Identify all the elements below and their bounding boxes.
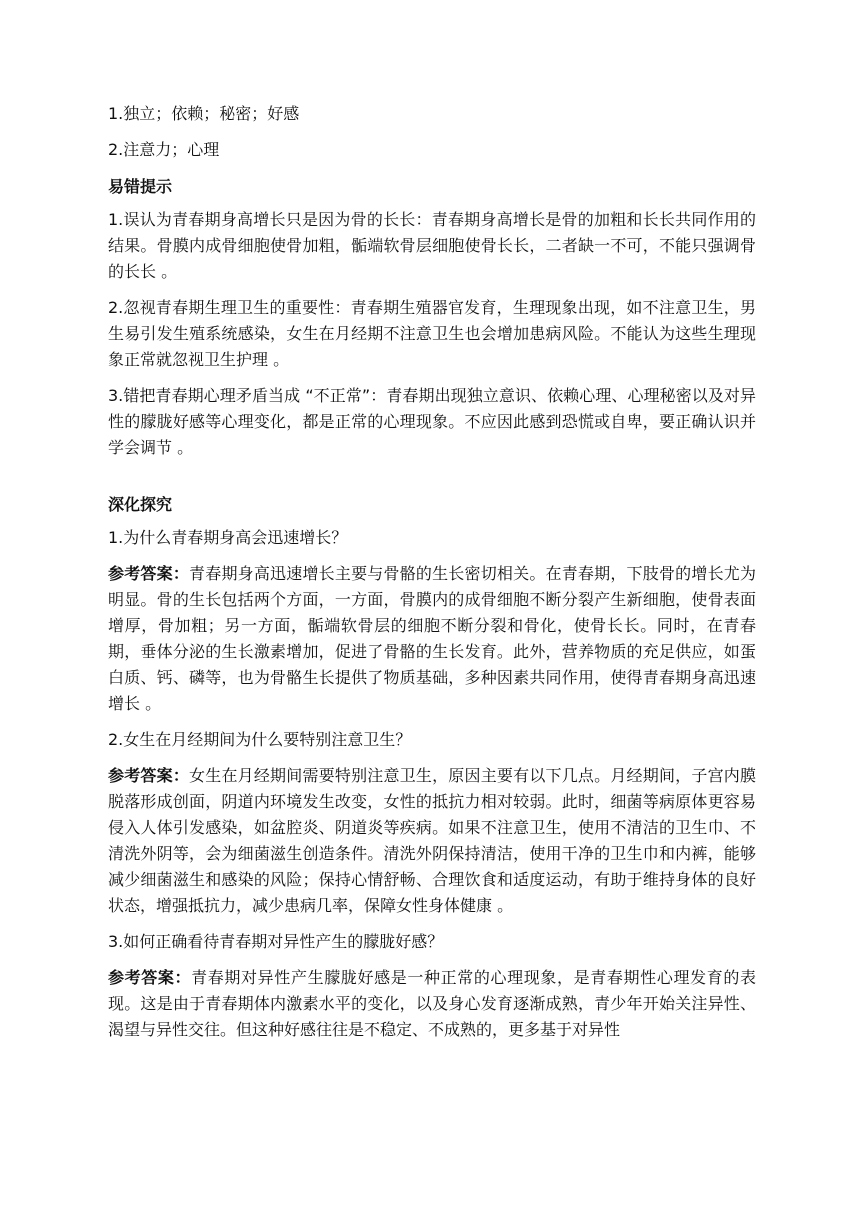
answer-text: 青春期身高迅速增长主要与骨骼的生长密切相关。在青春期，下肢骨的增长尤为明显。骨的生长包括两个方面，一方面，骨膜内的成骨细胞不断分裂产生新细胞，使骨表面增厚，骨加粗；另一方面，骺端软骨层的细胞不断分裂和骨化，使骨长长。同时，在青春期，垂体分泌的生长激素增加，促进了骨骼的生长发育。此外，营养物质的充足供应，如蛋白质、钙、磷等，也为骨骼生长提供了物质基础，多种因素共同作用，使得青春期身高迅速增长 。 — [108, 564, 756, 713]
answer-label: 参考答案： — [108, 766, 190, 785]
error-tips-heading: 易错提示 — [108, 177, 173, 196]
error-tip-2: 2.忽视青春期生理卫生的重要性：青春期生殖器官发育，生理现象出现，如不注意卫生，男生易引发生殖系统感染，女生在月经期不注意卫生也会增加患病风险。不能认为这些生理现象正常就忽视卫生护理 。 — [108, 298, 756, 369]
inquiry-answer-2 — [108, 763, 756, 919]
error-tip-3: 3.错把青春期心理矛盾当成 “不正常”：青春期出现独立意识、依赖心理、心理秘密以及对异性的朦胧好感等心理变化，都是正常的心理现象。不应因此感到恐慌或自卑，要正确认识并学会调节 。 — [108, 386, 756, 457]
inquiry-question-2: 2.女生在月经期间为什么要特别注意卫生？ — [108, 730, 412, 749]
inquiry-answer-3 — [108, 965, 756, 1043]
answer-text: 女生在月经期间需要特别注意卫生，原因主要有以下几点。月经期间，子宫内膜脱落形成创面，阴道内环境发生改变，女性的抵抗力相对较弱。此时，细菌等病原体更容易侵入人体引发感染，如盆腔炎、阴道炎等疾病。如果不注意卫生，使用不清洁的卫生巾、不清洗外阴等，会为细菌滋生创造条件。清洗外阴保持清洁，使用干净的卫生巾和内裤，能够减少细菌滋生和感染的风险；保持心情舒畅、合理饮食和适度运动，有助于维持身体的良好状态，增强抵抗力，减少患病几率，保障女性身体健康 。 — [108, 766, 756, 915]
answer-text: 青春期对异性产生朦胧好感是一种正常的心理现象，是青春期性心理发育的表现。这是由于青春期体内激素水平的变化，以及身心发育逐渐成熟，青少年开始关注异性、渴望与异性交往。但这种好感往往是不稳定、不成熟的，更多基于对异性 — [108, 968, 756, 1039]
inquiry-question-1: 1.为什么青春期身高会迅速增长？ — [108, 528, 348, 547]
answer-label: 参考答案： — [108, 968, 192, 987]
inquiry-heading: 深化探究 — [108, 495, 173, 514]
answer-label: 参考答案： — [108, 564, 190, 583]
answer-line-1: 1.独立；依赖；秘密；好感 — [108, 104, 300, 123]
inquiry-question-3: 3.如何正确看待青春期对异性产生的朦胧好感？ — [108, 932, 444, 951]
inquiry-answer-1 — [108, 561, 756, 717]
error-tip-1: 1.误认为青春期身高增长只是因为骨的长长：青春期身高增长是骨的加粗和长长共同作用的结果。骨膜内成骨细胞使骨加粗，骺端软骨层细胞使骨长长，二者缺一不可，不能只强调骨的长长 。 — [108, 210, 756, 281]
document-content — [108, 101, 756, 1053]
answer-line-2: 2.注意力；心理 — [108, 140, 220, 159]
